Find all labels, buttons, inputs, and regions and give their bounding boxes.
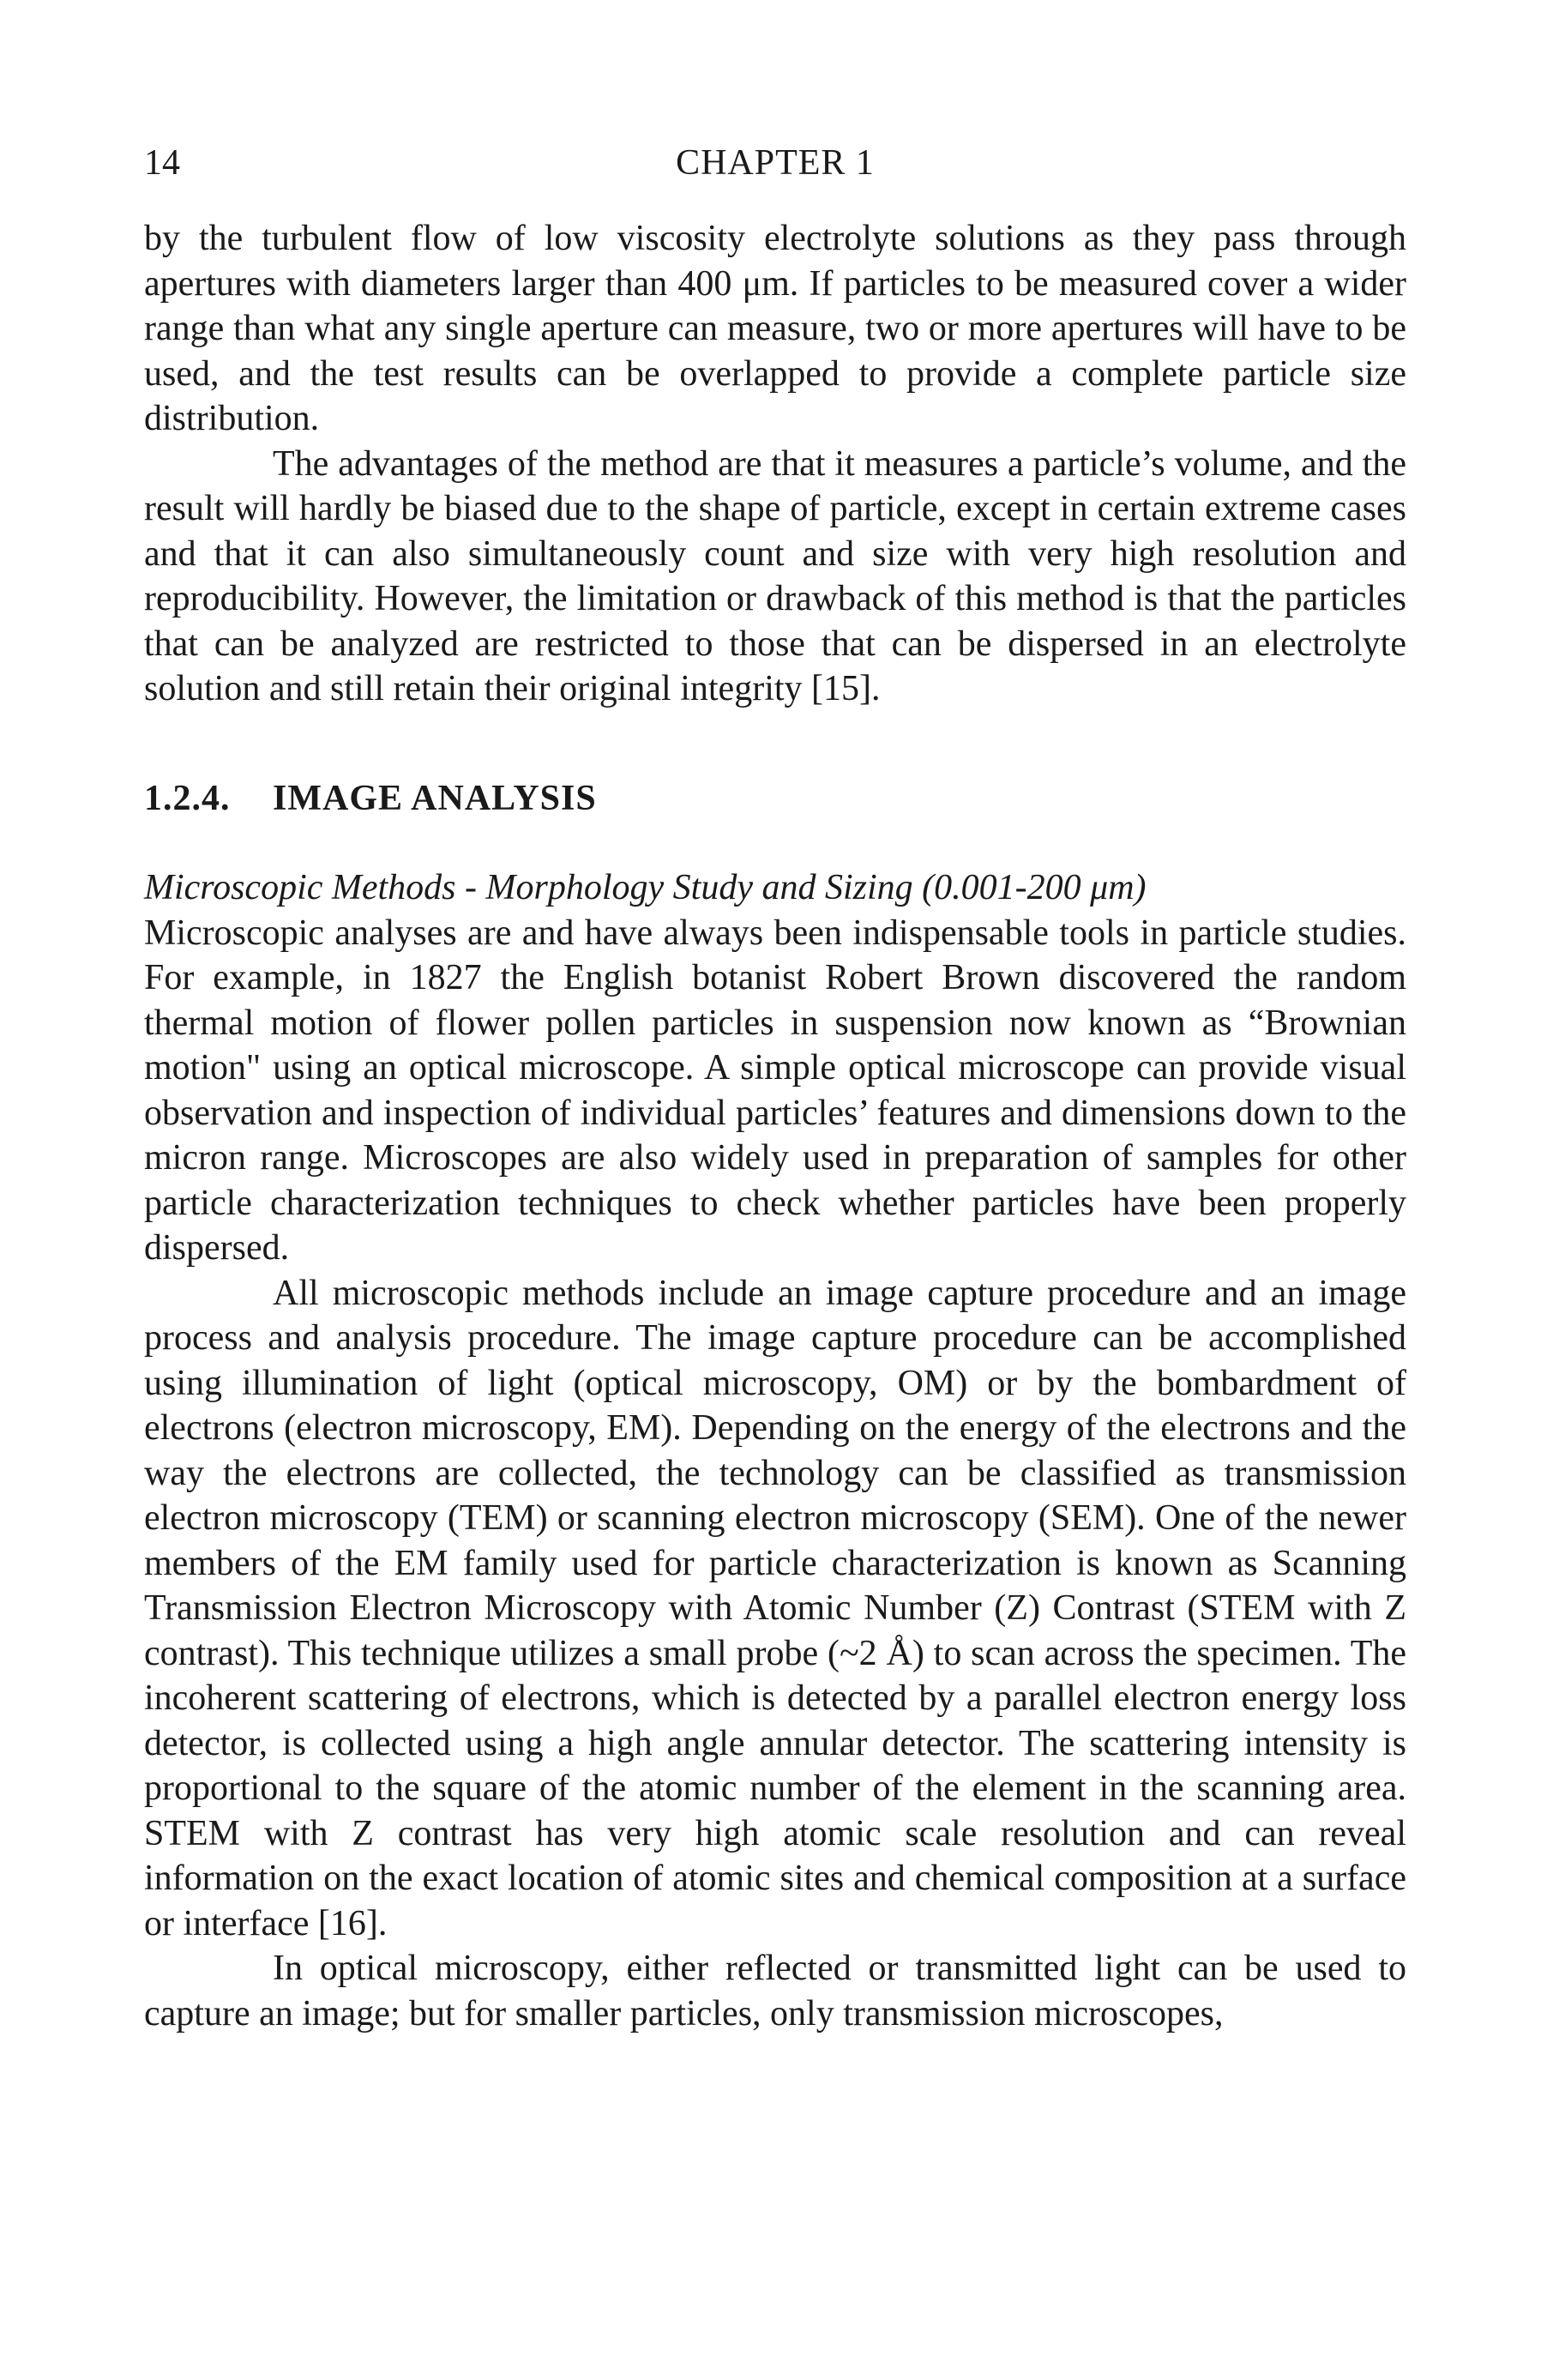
body-text xyxy=(144,216,1406,2036)
subsection-heading: Microscopic Methods - Morphology Study and Sizing (0.001-200 μm) xyxy=(144,868,1147,907)
paragraph-microscopic-methods: All microscopic methods include an image capture procedure and an image process and analysis procedure. The image capture procedure can be accomplished using illumination of light (optical microscopy, OM) or by the bombardment of electrons (electron microscopy, EM). Depending on the energy of the electrons and the way the electrons are collected, the technology can be classified as transmission electron microscopy (TEM) or scanning electron microscopy (SEM). One of the newer members of the EM family used for particle characterization is known as Scanning Transmission Electron Microscopy with Atomic Number (Z) Contrast (STEM with Z contrast). This technique utilizes a small probe (~2 Å) to scan across the specimen. The incoherent scattering of electrons, which is detected by a parallel electron energy loss detector, is collected using a high angle annular detector. The scattering intensity is proportional to the square of the atomic number of the element in the scanning area. STEM with Z contrast has very high atomic scale resolution and can reveal information on the exact location of atomic sites and chemical composition at a surface or interface [16]. xyxy=(144,1273,1406,1943)
chapter-title: CHAPTER 1 xyxy=(676,143,875,183)
paragraph-aperture-limits: by the turbulent flow of low viscosity electrolyte solutions as they pass through apertures with diameters larger than 400 μm. If particles to be measured cover a wider range than what any single aperture can measure, two or more apertures will have to be used, and the test results can be overlapped to provide a complete particle size distribution. xyxy=(144,219,1406,438)
paragraph-optical-microscopy: In optical microscopy, either reflected or transmitted light can be used to capture an image; but for smaller particles, only transmission microscopes, xyxy=(144,1949,1406,2034)
running-header xyxy=(144,129,1406,197)
paragraph-microscopic-analyses: Microscopic analyses are and have always been indispensable tools in particle studies. For example, in 1827 the English botanist Robert Brown discovered the random thermal motion of flower pollen particles in suspension now known as “Brownian motion" using an optical microscope. A simple optical microscope can provide visual observation and inspection of individual particles’ features and dimensions down to the micron range. Microscopes are also widely used in preparation of samples for other particle characterization techniques to check whether particles have been properly dispersed. xyxy=(144,913,1406,1268)
paragraph-method-advantages: The advantages of the method are that it measures a particle’s volume, and the result will hardly be biased due to the shape of particle, except in certain extreme cases and that it can also simultaneously count and size with very high resolution and reproducibility. However, the limitation or drawback of this method is that the particles that can be analyzed are restricted to those that can be dispersed in an electrolyte solution and still retain their original integrity [15]. xyxy=(144,443,1406,708)
page-number: 14 xyxy=(144,143,180,183)
section-number: 1.2.4. xyxy=(144,778,231,818)
document-page xyxy=(144,129,1406,2036)
section-title: IMAGE ANALYSIS xyxy=(273,778,597,818)
section-heading xyxy=(144,776,1406,822)
